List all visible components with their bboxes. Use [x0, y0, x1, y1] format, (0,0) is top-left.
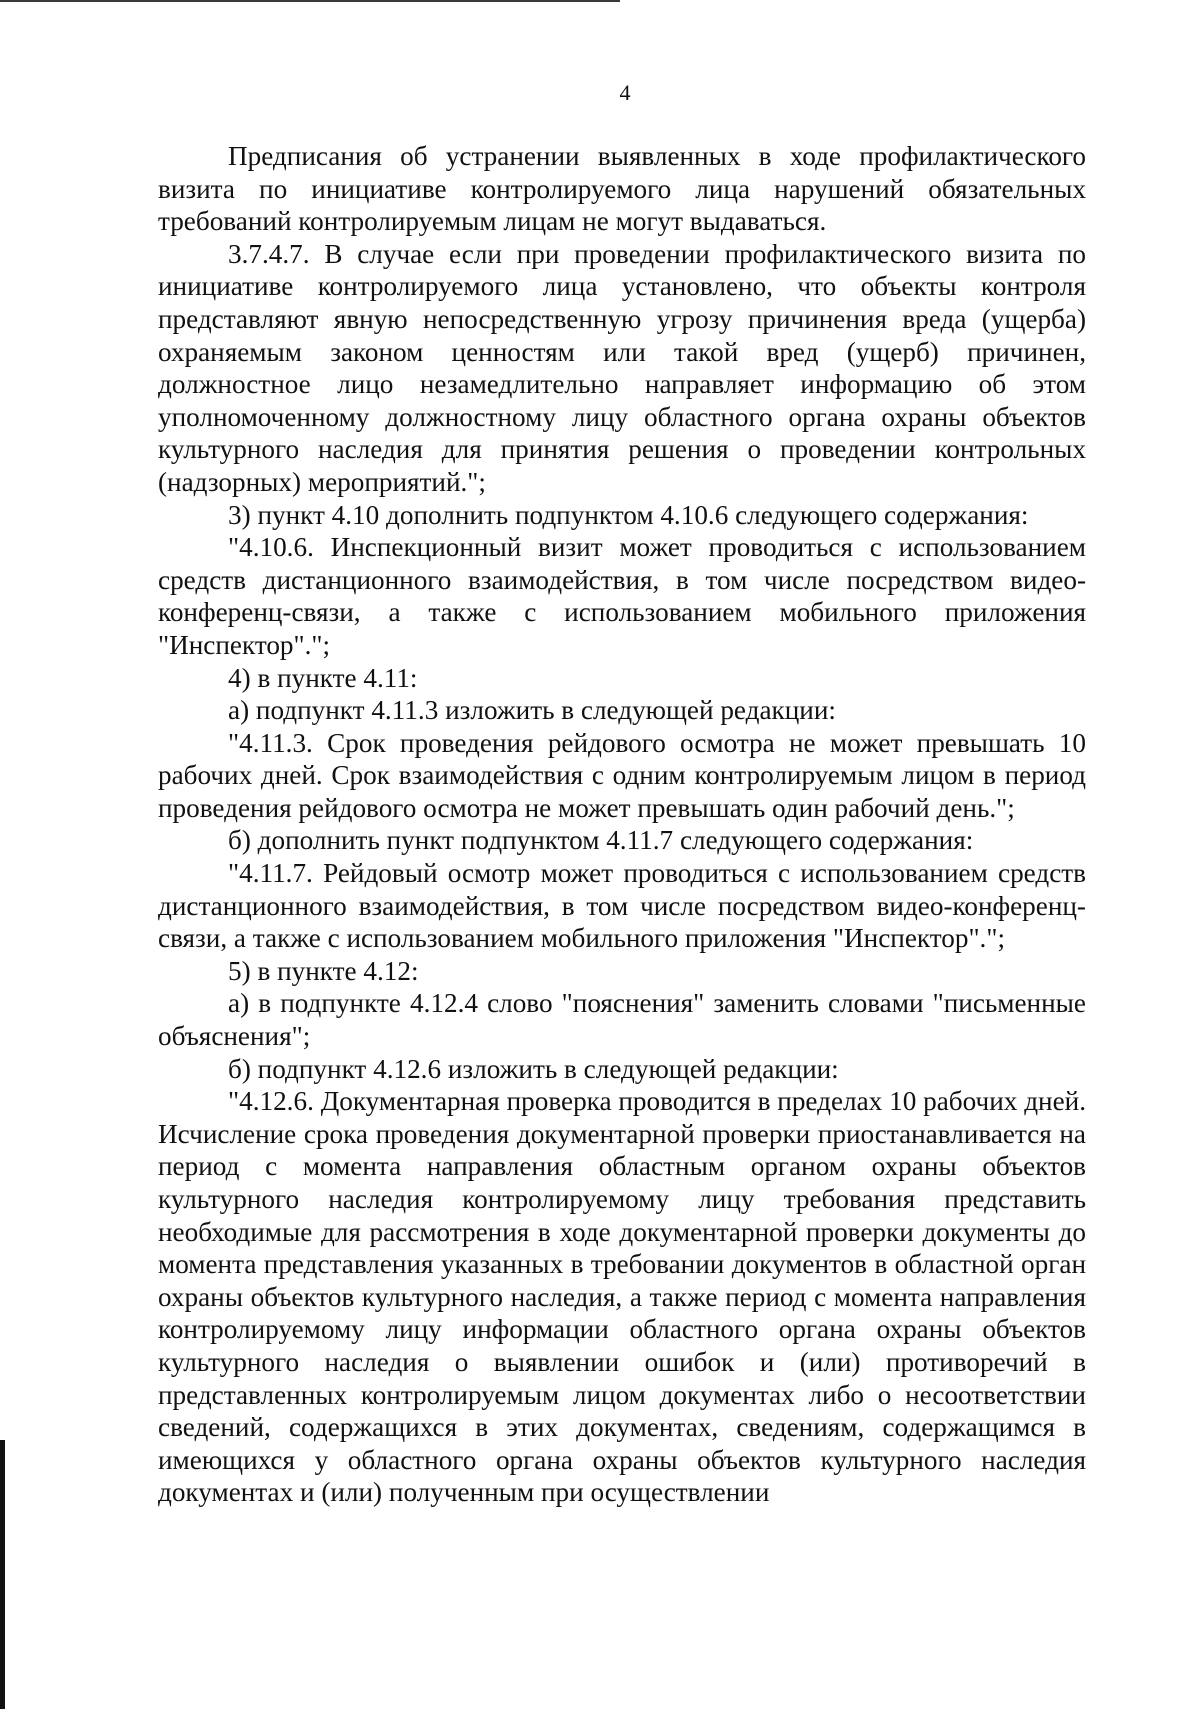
document-body [158, 140, 1086, 1509]
scan-edge-top [0, 0, 620, 2]
page-number: 4 [619, 80, 631, 105]
paragraph: "4.10.6. Инспекционный визит может проводиться с использованием средств дистанционного взаимодействия, в том числе посредством видео-конференц-связи, а также с использованием мобильного приложения "Инспектор"."; [158, 532, 1086, 660]
paragraph: "4.11.3. Срок проведения рейдового осмотра не может превышать 10 рабочих дней. Срок взаимодействия с одним контролируемым лицом в период проведения рейдового осмотра не может превышать один рабочий день."; [158, 727, 1086, 823]
paragraph: "4.11.7. Рейдовый осмотр может проводиться с использованием средств дистанционного взаимодействия, в том числе посредством видео-конференц-связи, а также с использованием мобильного приложения "Инспектор"."; [158, 858, 1086, 954]
paragraph: 4) в пункте 4.11: [228, 662, 418, 693]
paragraph: Предписания об устранении выявленных в ходе профилактического визита по инициативе контролируемого лица нарушений обязательных требований контролируемым лицам не могут выдаваться. [158, 141, 1086, 237]
paragraph: "4.12.6. Документарная проверка проводится в пределах 10 рабочих дней. Исчисление срока проведения документарной проверки приостанавливается на период с момента направления областным органом охраны объектов культурного наследия контролируемому лицу требования представить необходимые для рассмотрения в ходе документарной проверки документы до момента представления указанных в требовании документов в областной орган охраны объектов культурного наследия, а также период с момента направления контролируемому лицу информации областного органа охраны объектов культурного наследия о выявлении ошибок и (или) противоречий в представленных контролируемым лицом документах либо о несоответствии сведений, содержащихся в этих документах, сведениям, содержащимся в имеющихся у областного органа охраны объектов культурного наследия документах и (или) полученным при осуществлении [158, 1086, 1086, 1508]
scan-edge-left [0, 1440, 5, 1709]
paragraph: 3) пункт 4.10 дополнить подпунктом 4.10.6 следующего содержания: [228, 499, 1029, 530]
paragraph: 3.7.4.7. В случае если при проведении профилактического визита по инициативе контролируемого лица установлено, что объекты контроля представляют явную непосредственную угрозу причинения вреда (ущерба) охраняемым законом ценностям или такой вред (ущерб) причинен, должностное лицо незамедлительно направляет информацию об этом уполномоченному должностному лицу областного органа охраны объектов культурного наследия для принятия решения о проведении контрольных (надзорных) мероприятий."; [158, 238, 1086, 497]
paragraph: 5) в пункте 4.12: [228, 955, 419, 986]
paragraph: б) дополнить пункт подпунктом 4.11.7 следующего содержания: [228, 825, 974, 856]
paragraph: а) в подпункте 4.12.4 слово "пояснения" заменить словами "письменные объяснения"; [158, 988, 1086, 1052]
paragraph: а) подпункт 4.11.3 изложить в следующей редакции: [228, 695, 836, 726]
paragraph: б) подпункт 4.12.6 изложить в следующей редакции: [228, 1053, 839, 1084]
